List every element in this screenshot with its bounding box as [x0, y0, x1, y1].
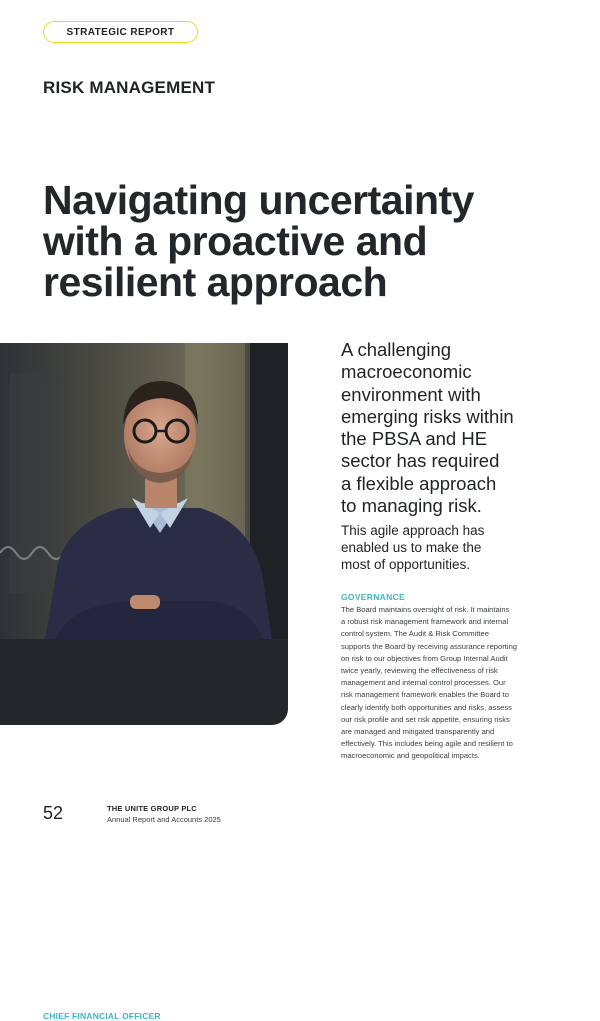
person-role: CHIEF FINANCIAL OFFICER	[43, 1011, 161, 1021]
intro2-line: most of opportunities.	[341, 557, 471, 572]
governance-body	[341, 604, 556, 763]
body-line: management and internal control processes. Our	[341, 678, 506, 688]
person-name: MIKE BURT	[43, 995, 107, 1007]
intro2-line: enabled us to make the	[341, 540, 482, 555]
body-line: risk management framework enables the Board to	[341, 690, 509, 700]
headline-line: Navigating uncertainty	[43, 177, 474, 223]
portrait-illustration	[0, 343, 288, 639]
body-line: effectively. This includes being agile and resilient to	[341, 739, 513, 749]
governance-heading: GOVERNANCE	[341, 592, 405, 602]
intro-line: macroeconomic	[341, 361, 472, 383]
body-line: our risk profile and set risk appetite, ensuring risks	[341, 714, 510, 724]
body-line: macroeconomic and geopolitical impacts.	[341, 751, 480, 761]
body-line: a robust risk management framework and internal	[341, 617, 509, 627]
headline-line: resilient approach	[43, 259, 388, 305]
intro-line: the PBSA and HE	[341, 428, 488, 450]
intro-line: sector has required	[341, 450, 500, 472]
intro-line: to managing risk.	[341, 495, 482, 517]
footer-report: Annual Report and Accounts 2025	[107, 815, 221, 824]
intro-line: emerging risks within	[341, 405, 514, 427]
body-line: supports the Board by receiving assurance reporting	[341, 641, 518, 651]
body-line: on risk to our objectives from Group Internal Audit	[341, 653, 508, 663]
intro-line: a flexible approach	[341, 472, 497, 494]
body-line: clearly identify both opportunities and risks, assess	[341, 702, 512, 712]
section-tag: STRATEGIC REPORT	[43, 21, 198, 43]
body-line: are managed and mitigated transparently and	[341, 727, 495, 737]
page-headline	[43, 177, 563, 305]
footer-company: THE UNITE GROUP PLC	[107, 804, 197, 813]
portrait-photo	[0, 343, 288, 639]
body-line: control system. The Audit & Risk Committee	[341, 629, 489, 639]
intro2-line: This agile approach has	[341, 523, 485, 538]
intro-line: A challenging	[341, 339, 452, 360]
section-title: RISK MANAGEMENT	[43, 78, 216, 97]
body-line: The Board maintains oversight of risk. It maintains	[341, 605, 510, 614]
intro-subtext	[341, 522, 561, 573]
headline-line: with a proactive and	[43, 218, 428, 264]
body-line: twice yearly, reviewing the effectiveness of risk	[341, 666, 498, 676]
portrait-caption	[43, 995, 161, 1021]
intro-statement	[341, 339, 561, 517]
page-number: 52	[43, 803, 64, 823]
intro-line: environment with	[341, 383, 481, 405]
